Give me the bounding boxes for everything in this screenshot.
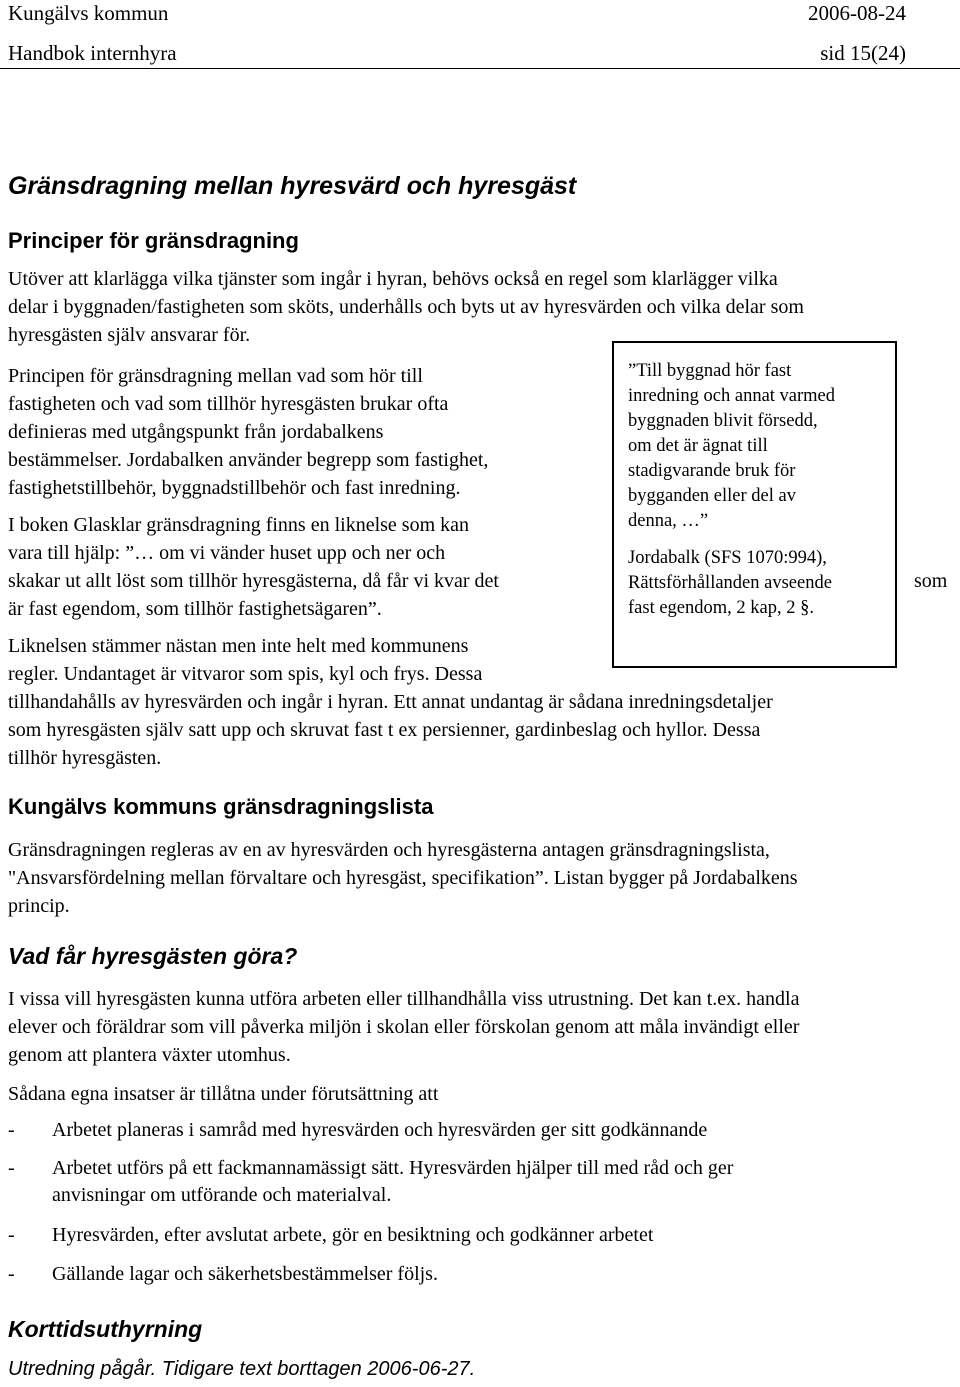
list-item-continuation: anvisningar om utförande och materialval.: [52, 1184, 392, 1206]
text-line: fastigheten och vad som tillhör hyresgästen brukar ofta: [8, 393, 449, 415]
text-line: "Ansvarsfördelning mellan förvaltare och hyresgäst, specifikation”. Listan bygger på Jordabalkens: [8, 867, 798, 889]
dash-marker: -: [8, 1263, 15, 1285]
conditions-lead: Sådana egna insatser är tillåtna under förutsättning att: [8, 1083, 439, 1105]
shortterm-note: Utredning pågår. Tidigare text borttagen 2006-06-27.: [8, 1358, 476, 1380]
dash-marker: -: [8, 1157, 15, 1179]
dash-marker: -: [8, 1224, 15, 1246]
text-line: Utöver att klarlägga vilka tjänster som ingår i hyran, behövs också en regel som klarlägger vilka: [8, 268, 778, 290]
page-title: Gränsdragning mellan hyresvärd och hyresgäst: [8, 172, 577, 200]
list-item: Arbetet utförs på ett fackmannamässigt sätt. Hyresvärden hjälper till med råd och ger: [52, 1157, 734, 1179]
text-line: princip.: [8, 895, 70, 917]
list-paragraph: [8, 836, 798, 920]
header-date: 2006-08-24: [808, 1, 906, 25]
text-line: som hyresgästen själv satt upp och skruvat fast t ex persienner, gardinbeslag och hyllor. Dessa: [8, 719, 761, 741]
header-rule: [0, 68, 960, 69]
quote-line: om det är ägnat till: [628, 436, 768, 456]
section-heading-principles: Principer för gränsdragning: [8, 228, 299, 253]
quote-line: bygganden eller del av: [628, 486, 796, 506]
dash-marker: -: [8, 1119, 15, 1141]
section-heading-list: Kungälvs kommuns gränsdragningslista: [8, 794, 434, 819]
text-line: är fast egendom, som tillhör fastighetsägaren”.: [8, 598, 382, 620]
text-line: skakar ut allt löst som tillhör hyresgästerna, då får vi kvar det: [8, 570, 499, 592]
text-line: regler. Undantaget är vitvaror som spis, kyl och frys. Dessa: [8, 663, 483, 685]
quote-source-line: Jordabalk (SFS 1070:994),: [628, 548, 827, 568]
text-line: Principen för gränsdragning mellan vad som hör till: [8, 365, 423, 387]
text-line: genom att plantera växter utomhus.: [8, 1044, 291, 1066]
quote-line: stadigvarande bruk för: [628, 461, 796, 481]
text-line: I vissa vill hyresgästen kunna utföra arbeten eller tillhandhålla viss utrustning. Det kan t.ex. handla: [8, 988, 800, 1010]
analogy-paragraph: [8, 511, 499, 623]
quote-line: inredning och annat varmed: [628, 386, 836, 406]
text-line: Gränsdragningen regleras av en av hyresvärden och hyresgästerna antagen gränsdragningslista,: [8, 839, 770, 861]
text-line: elever och föräldrar som vill påverka miljön i skolan eller förskolan genom att måla invändigt eller: [8, 1016, 800, 1038]
section-heading-tenant: Vad får hyresgästen göra?: [8, 943, 298, 969]
list-item: Gällande lagar och säkerhetsbestämmelser följs.: [52, 1263, 438, 1285]
text-line: delar i byggnaden/fastigheten som sköts, underhålls och byts ut av hyresvärden och vilka delar som: [8, 296, 804, 318]
text-line: tillhandahålls av hyresvärden och ingår i hyran. Ett annat undantag är sådana inredningsdetaljer: [8, 691, 773, 713]
quote-line: ”Till byggnad hör fast: [628, 361, 792, 381]
section-heading-shortterm: Korttidsuthyrning: [8, 1316, 203, 1342]
text-line: bestämmelser. Jordabalken använder begrepp som fastighet,: [8, 449, 489, 471]
quote-line: byggnaden blivit försedd,: [628, 411, 818, 431]
tenant-paragraph: [8, 985, 799, 1069]
principle-paragraph: [8, 362, 488, 502]
quote-line: denna, …”: [628, 511, 709, 531]
list-item: Arbetet planeras i samråd med hyresvärden och hyresvärden ger sitt godkännande: [52, 1119, 708, 1141]
text-line: I boken Glasklar gränsdragning finns en liknelse som kan: [8, 514, 470, 536]
text-line: Liknelsen stämmer nästan men inte helt med kommunens: [8, 635, 469, 657]
text-line: definieras med utgångspunkt från jordabalkens: [8, 421, 384, 443]
stray-word: som: [914, 570, 948, 592]
quote-source-line: Rättsförhållanden avseende: [628, 573, 832, 593]
text-line: fastighetstillbehör, byggnadstillbehör och fast inredning.: [8, 477, 461, 499]
quote-source-line: fast egendom, 2 kap, 2 §.: [628, 598, 814, 618]
list-item: Hyresvärden, efter avslutat arbete, gör en besiktning och godkänner arbetet: [52, 1224, 654, 1246]
intro-paragraph: [8, 265, 804, 349]
header-page-number: sid 15(24): [820, 41, 906, 65]
text-line: hyresgästen själv ansvarar för.: [8, 324, 251, 346]
header-doc-title: Handbok internhyra: [8, 41, 177, 65]
text-line: tillhör hyresgästen.: [8, 747, 162, 769]
text-line: vara till hjälp: ”… om vi vänder huset upp och ner och: [8, 542, 446, 564]
header-org: Kungälvs kommun: [8, 1, 169, 25]
